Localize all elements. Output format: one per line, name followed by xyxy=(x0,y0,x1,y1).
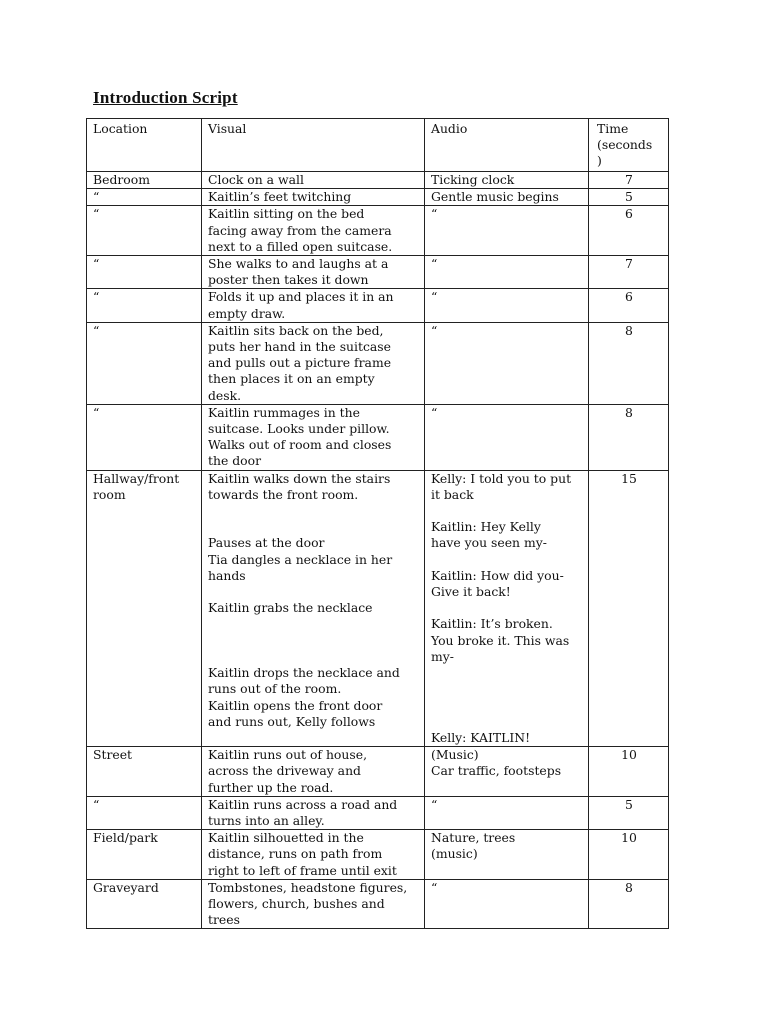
cell-location: “ xyxy=(87,206,202,256)
cell-location: “ xyxy=(87,189,202,206)
cell-location: Hallway/front room xyxy=(87,470,202,746)
column-header-time: Time (seconds ) xyxy=(589,119,669,172)
table-row xyxy=(87,830,669,880)
table-row xyxy=(87,796,669,829)
cell-location: “ xyxy=(87,404,202,470)
cell-time: 5 xyxy=(589,189,669,206)
cell-time: 15 xyxy=(589,470,669,746)
cell-audio: “ xyxy=(425,206,589,256)
cell-location: “ xyxy=(87,256,202,289)
cell-audio: Gentle music begins xyxy=(425,189,589,206)
cell-time: 8 xyxy=(589,322,669,404)
cell-time: 7 xyxy=(589,256,669,289)
table-header-row xyxy=(87,119,669,172)
cell-visual: Kaitlin silhouetted in the distance, runs on path from right to left of frame until exit xyxy=(202,830,425,880)
cell-visual: Kaitlin runs out of house, across the driveway and further up the road. xyxy=(202,747,425,797)
table-row xyxy=(87,322,669,404)
cell-visual: Kaitlin sitting on the bed facing away from the camera next to a filled open suitcase. xyxy=(202,206,425,256)
cell-visual: Folds it up and places it in an empty draw. xyxy=(202,289,425,322)
table-row xyxy=(87,470,669,746)
cell-time: 6 xyxy=(589,206,669,256)
cell-time: 8 xyxy=(589,404,669,470)
cell-audio: Nature, trees (music) xyxy=(425,830,589,880)
cell-time: 8 xyxy=(589,879,669,929)
cell-time: 6 xyxy=(589,289,669,322)
cell-audio: “ xyxy=(425,322,589,404)
document-title: Introduction Script xyxy=(93,88,238,107)
cell-visual: Kaitlin’s feet twitching xyxy=(202,189,425,206)
cell-visual: Clock on a wall xyxy=(202,172,425,189)
cell-visual: Kaitlin sits back on the bed, puts her hand in the suitcase and pulls out a picture frame then places it on an empty desk. xyxy=(202,322,425,404)
cell-location: Bedroom xyxy=(87,172,202,189)
cell-audio: “ xyxy=(425,879,589,929)
cell-audio: Ticking clock xyxy=(425,172,589,189)
cell-location: “ xyxy=(87,322,202,404)
cell-time: 10 xyxy=(589,747,669,797)
cell-location: Street xyxy=(87,747,202,797)
table-row xyxy=(87,172,669,189)
table-row xyxy=(87,747,669,797)
table-row xyxy=(87,879,669,929)
cell-time: 5 xyxy=(589,796,669,829)
table-row xyxy=(87,289,669,322)
cell-audio: “ xyxy=(425,256,589,289)
cell-visual: She walks to and laughs at a poster then takes it down xyxy=(202,256,425,289)
cell-audio: “ xyxy=(425,404,589,470)
table-row xyxy=(87,404,669,470)
table-row xyxy=(87,206,669,256)
cell-time: 10 xyxy=(589,830,669,880)
cell-location: “ xyxy=(87,796,202,829)
cell-visual: Tombstones, headstone figures, flowers, church, bushes and trees xyxy=(202,879,425,929)
column-header-audio: Audio xyxy=(425,119,589,172)
cell-audio: “ xyxy=(425,796,589,829)
column-header-location: Location xyxy=(87,119,202,172)
cell-audio: “ xyxy=(425,289,589,322)
script-table xyxy=(86,118,669,929)
cell-visual: Kaitlin walks down the stairs towards the front room. Pauses at the door Tia dangles a necklace in her hands Kaitlin grabs the necklace Kaitlin drops the necklace and runs out of the room. Kaitlin opens the front door and runs out, Kelly follows xyxy=(202,470,425,746)
cell-location: “ xyxy=(87,289,202,322)
cell-audio: Kelly: I told you to put it back Kaitlin: Hey Kelly have you seen my- Kaitlin: How did you- Give it back! Kaitlin: It’s broken. You broke it. This was my- Kelly: KAITLIN! xyxy=(425,470,589,746)
cell-location: Graveyard xyxy=(87,879,202,929)
cell-time: 7 xyxy=(589,172,669,189)
cell-visual: Kaitlin runs across a road and turns into an alley. xyxy=(202,796,425,829)
table-row xyxy=(87,189,669,206)
column-header-visual: Visual xyxy=(202,119,425,172)
cell-location: Field/park xyxy=(87,830,202,880)
table-row xyxy=(87,256,669,289)
cell-visual: Kaitlin rummages in the suitcase. Looks under pillow. Walks out of room and closes the door xyxy=(202,404,425,470)
cell-audio: (Music) Car traffic, footsteps xyxy=(425,747,589,797)
